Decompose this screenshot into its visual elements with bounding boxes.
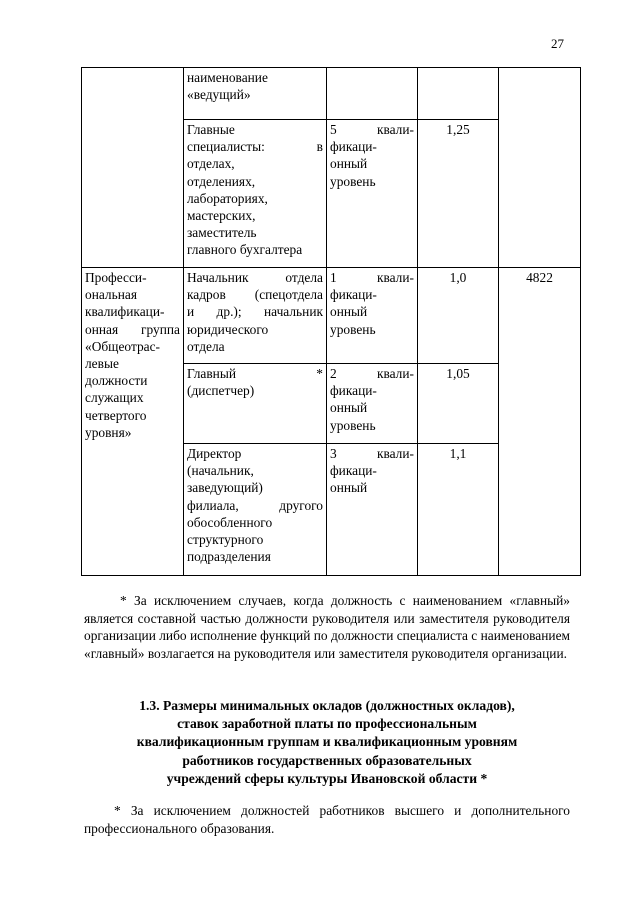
group-line: «Общеотрас- — [85, 338, 161, 354]
salary-table — [81, 67, 581, 576]
position-line: подразделения — [187, 549, 271, 565]
salary-cell — [499, 68, 581, 268]
position-cell — [184, 364, 327, 444]
level-cell — [327, 268, 418, 364]
position-line: Главные — [187, 122, 235, 137]
level-line: онный — [330, 156, 368, 172]
level-cell — [327, 120, 418, 268]
level-line: фикаци- — [330, 287, 377, 303]
table-row — [82, 268, 581, 364]
position-cell — [184, 68, 327, 120]
position-line: наименование — [187, 70, 268, 85]
table-row — [82, 68, 581, 120]
group-line: Професси- — [85, 270, 147, 285]
heading-line: квалификационным группам и квалификационным уровням — [136, 734, 518, 750]
group-line: квалификаци- — [85, 304, 165, 320]
position-line: «ведущий» — [187, 87, 251, 103]
level-line: онный — [330, 304, 368, 320]
position-line: филиала, другого — [187, 497, 323, 513]
level-cell — [327, 68, 418, 120]
group-line: четвертого — [85, 407, 147, 423]
position-line: отделах, — [187, 156, 235, 172]
level-line: уровень — [330, 173, 376, 189]
level-line: 3 квали- — [330, 446, 414, 461]
position-line: и др.); начальник — [187, 304, 323, 320]
group-line: онная группа — [85, 321, 180, 337]
group-cell — [82, 268, 184, 576]
position-cell — [184, 120, 327, 268]
position-line: кадров (спецотдела — [187, 287, 323, 303]
position-cell — [184, 444, 327, 576]
position-line: Директор — [187, 446, 242, 461]
level-line: онный — [330, 480, 368, 496]
heading-line: ставок заработной платы по профессиональным — [177, 716, 477, 732]
group-line: служащих — [85, 390, 144, 406]
section-heading — [84, 697, 570, 788]
position-line: специалисты: в — [187, 139, 323, 155]
level-line: уровень — [330, 321, 376, 337]
level-line: фикаци- — [330, 139, 377, 155]
position-line: (диспетчер) — [187, 383, 255, 399]
group-line: левые — [85, 356, 119, 372]
position-line: (начальник, — [187, 463, 254, 479]
position-line: Начальник отдела — [187, 270, 323, 285]
coefficient-cell — [418, 68, 499, 120]
footnote-higher-education: * За исключением должностей работников высшего и дополнительного профессионального образования. — [84, 803, 570, 836]
position-line: юридического — [187, 321, 269, 337]
coefficient-cell: 1,1 — [418, 444, 499, 576]
position-line: заведующий) — [187, 480, 263, 496]
group-cell — [82, 68, 184, 268]
group-line: уровня» — [85, 424, 132, 440]
group-line: ональная — [85, 287, 137, 303]
level-cell — [327, 444, 418, 576]
position-line: отделениях, — [187, 173, 256, 189]
coefficient-cell: 1,25 — [418, 120, 499, 268]
position-line: структурного — [187, 532, 264, 548]
position-line: мастерских, — [187, 208, 256, 224]
footnote-main-position: * За исключением случаев, когда должность с наименованием «главный» является составной частью должности руководителя или заместителя руководителя организации либо исполнение функций по должности специалиста с наименованием «главный» возлагается на руководителя или заместителя руководителя организации. — [84, 593, 570, 661]
position-line: лабораториях, — [187, 190, 268, 206]
level-line: фикаци- — [330, 463, 377, 479]
level-line: фикаци- — [330, 383, 377, 399]
heading-line: работников государственных образовательных — [182, 752, 472, 768]
position-line: заместитель — [187, 225, 257, 241]
position-line: Главный * — [187, 366, 323, 381]
group-line: должности — [85, 373, 148, 389]
level-line: уровень — [330, 417, 376, 433]
level-cell — [327, 364, 418, 444]
position-line: отдела — [187, 338, 225, 354]
salary-cell: 4822 — [499, 268, 581, 576]
coefficient-cell: 1,05 — [418, 364, 499, 444]
coefficient-cell: 1,0 — [418, 268, 499, 364]
level-line: онный — [330, 400, 368, 416]
heading-line: учреждений сферы культуры Ивановской области * — [166, 770, 488, 786]
position-cell — [184, 268, 327, 364]
level-line: 1 квали- — [330, 270, 414, 285]
position-line: обособленного — [187, 514, 273, 530]
page-number: 27 — [551, 36, 564, 51]
level-line: 5 квали- — [330, 122, 414, 137]
heading-line: 1.3. Размеры минимальных окладов (должностных окладов), — [139, 698, 515, 713]
level-line: 2 квали- — [330, 366, 414, 381]
position-line: главного бухгалтера — [187, 242, 303, 258]
